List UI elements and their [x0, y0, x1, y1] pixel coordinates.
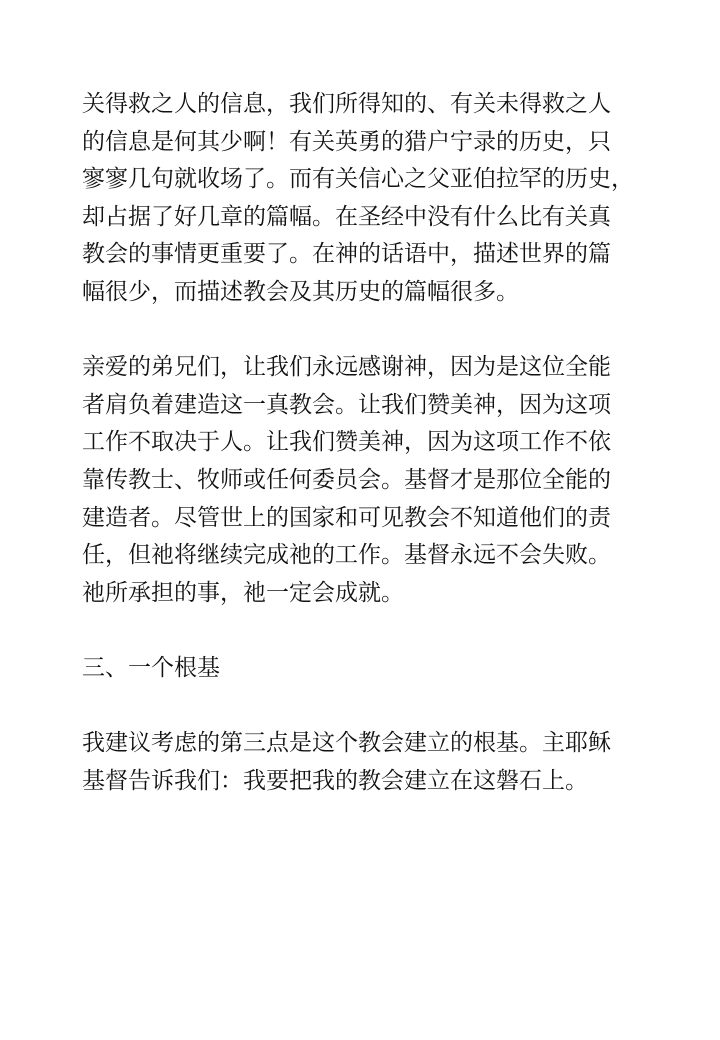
paragraph-1 [82, 86, 642, 312]
text-line: 建造者。尽管世上的国家和可见教会不知道他们的责 [82, 504, 611, 531]
document-page [82, 86, 642, 800]
paragraph-2 [82, 349, 642, 612]
heading-text: 三、一个根基 [82, 654, 220, 681]
text-line: 者肩负着建造这一真教会。让我们赞美神，因为这项 [82, 391, 611, 418]
text-line: 的信息是何其少啊！有关英勇的猎户宁录的历史，只 [82, 128, 611, 155]
text-line: 任，但祂将继续完成祂的工作。基督永远不会失败。 [82, 542, 611, 569]
text-line: 工作不取决于人。让我们赞美神，因为这项工作不依 [82, 429, 611, 456]
text-line: 关得救之人的信息，我们所得知的、有关未得救之人 [82, 91, 611, 117]
text-line: 寥寥几句就收场了。而有关信心之父亚伯拉罕的历史， [82, 166, 634, 193]
text-line: 我建议考虑的第三点是这个教会建立的根基。主耶稣 [82, 730, 611, 757]
text-line: 幅很少，而描述教会及其历史的篇幅很多。 [82, 278, 519, 305]
section-heading [82, 650, 642, 688]
text-line: 却占据了好几章的篇幅。在圣经中没有什么比有关真 [82, 203, 611, 230]
text-line: 靠传教士、牧师或任何委员会。基督才是那位全能的 [82, 466, 611, 493]
paragraph-3 [82, 725, 642, 800]
text-line: 基督告诉我们：我要把我的教会建立在这磐石上。 [82, 767, 588, 794]
text-line: 教会的事情更重要了。在神的话语中，描述世界的篇 [82, 241, 611, 268]
text-line: 祂所承担的事，祂一定会成就。 [82, 579, 404, 606]
text-line: 亲爱的弟兄们，让我们永远感谢神，因为是这位全能 [82, 354, 611, 381]
